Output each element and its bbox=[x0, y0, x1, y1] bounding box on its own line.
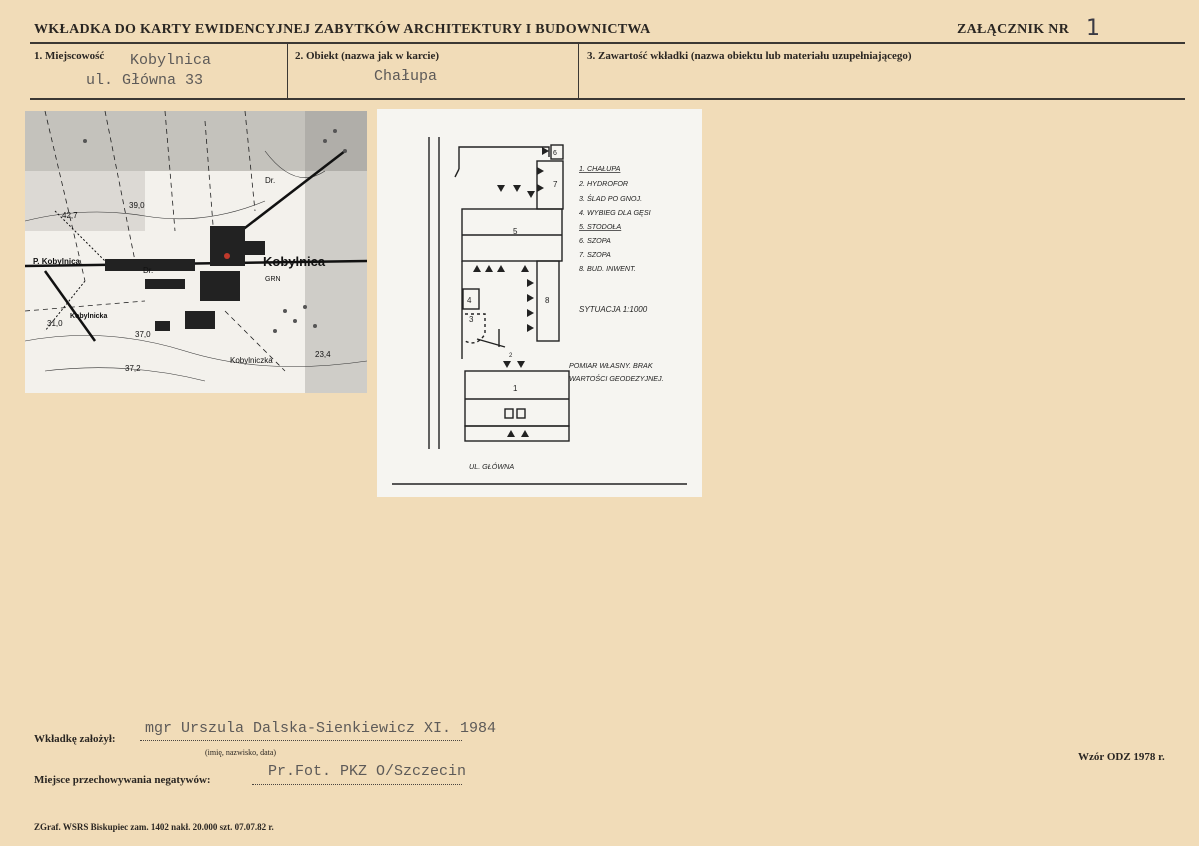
map-label-south: Kobylniczka bbox=[230, 356, 273, 365]
legend-1: 1. CHAŁUPA bbox=[579, 164, 621, 173]
field-divider-2 bbox=[578, 43, 579, 99]
founder-hint: (imię, nazwisko, data) bbox=[205, 748, 277, 757]
founder-label: Wkładkę założył: bbox=[34, 733, 116, 745]
map-height-2: 39,0 bbox=[129, 201, 145, 210]
legend-6: 6. SZOPA bbox=[579, 236, 611, 245]
plan-num-8: 8 bbox=[545, 296, 550, 305]
map-height-1: 42,7 bbox=[62, 211, 78, 220]
map-label-main: Kobylnica bbox=[263, 254, 326, 269]
form-title: WKŁADKA DO KARTY EWIDENCYJNEJ ZABYTKÓW ARCHITEKTURY I BUDOWNICTWA bbox=[34, 22, 651, 37]
object-label: 2. Obiekt (nazwa jak w karcie) bbox=[295, 50, 440, 62]
plan-num-1: 1 bbox=[513, 384, 518, 393]
plan-num-5: 5 bbox=[513, 227, 518, 236]
object-value: Chałupa bbox=[374, 68, 438, 85]
founder-value: mgr Urszula Dalska-Sienkiewicz XI. 1984 bbox=[145, 720, 497, 737]
locality-address: ul. Główna 33 bbox=[86, 72, 204, 89]
legend-8: 8. BUD. INWENT. bbox=[579, 264, 636, 273]
content-label: 3. Zawartość wkładki (nazwa obiektu lub materiału uzupełniającego) bbox=[587, 50, 912, 62]
plan-num-3: 3 bbox=[469, 315, 474, 324]
storage-line bbox=[252, 784, 462, 785]
legend-7: 7. SZOPA bbox=[579, 250, 611, 259]
header-rule bbox=[30, 42, 1185, 44]
map-label-dr-1: Dr. bbox=[143, 266, 154, 275]
map-label-dr-2: Dr. bbox=[265, 176, 276, 185]
founder-line bbox=[140, 740, 462, 741]
plan-num-6: 6 bbox=[553, 150, 557, 157]
plan-note-1: POMIAR WŁASNY. BRAK bbox=[569, 361, 653, 370]
storage-label: Miejsce przechowywania negatywów: bbox=[34, 774, 211, 786]
map-label-grn: GRN bbox=[265, 276, 281, 283]
map-height-6: 37,2 bbox=[125, 364, 141, 373]
location-map-photo bbox=[25, 111, 367, 393]
storage-value: Pr.Fot. PKZ O/Szczecin bbox=[268, 763, 467, 780]
fields-rule bbox=[30, 98, 1185, 100]
map-height-3: 31,0 bbox=[47, 319, 63, 328]
legend-2: 2. HYDROFOR bbox=[579, 179, 629, 188]
plan-situation: SYTUACJA 1:1000 bbox=[579, 305, 648, 314]
plan-num-2: 2 bbox=[509, 353, 513, 359]
print-info: ZGraf. WSRS Biskupiec zam. 1402 nakł. 20.000 szt. 07.07.82 r. bbox=[34, 822, 274, 832]
model-info: Wzór ODZ 1978 r. bbox=[1078, 751, 1165, 763]
map-height-5: 23,4 bbox=[315, 350, 331, 359]
map-label-station: P. Kobylnica bbox=[33, 257, 80, 266]
attachment-number: 1 bbox=[1086, 16, 1100, 41]
plan-note-2: WARTOŚCI GEODEZYJNEJ. bbox=[569, 374, 664, 383]
map-label-road: Kobylnicka bbox=[70, 313, 108, 320]
map-height-4: 37,0 bbox=[135, 330, 151, 339]
legend-5: 5. STODOŁA bbox=[579, 222, 622, 231]
field-divider-1 bbox=[287, 43, 288, 99]
legend-4: 4. WYBIEG DLA GĘSI bbox=[579, 208, 651, 217]
locality-value: Kobylnica bbox=[130, 52, 212, 69]
site-plan-photo bbox=[377, 109, 702, 497]
plan-street: UL. GŁÓWNA bbox=[469, 462, 515, 471]
locality-label: 1. Miejscowość bbox=[34, 50, 105, 62]
plan-num-4: 4 bbox=[467, 296, 472, 305]
attachment-label: ZAŁĄCZNIK NR bbox=[957, 22, 1070, 37]
legend-3: 3. ŚLAD PO GNOJ. bbox=[579, 194, 643, 203]
plan-num-7: 7 bbox=[553, 180, 558, 189]
